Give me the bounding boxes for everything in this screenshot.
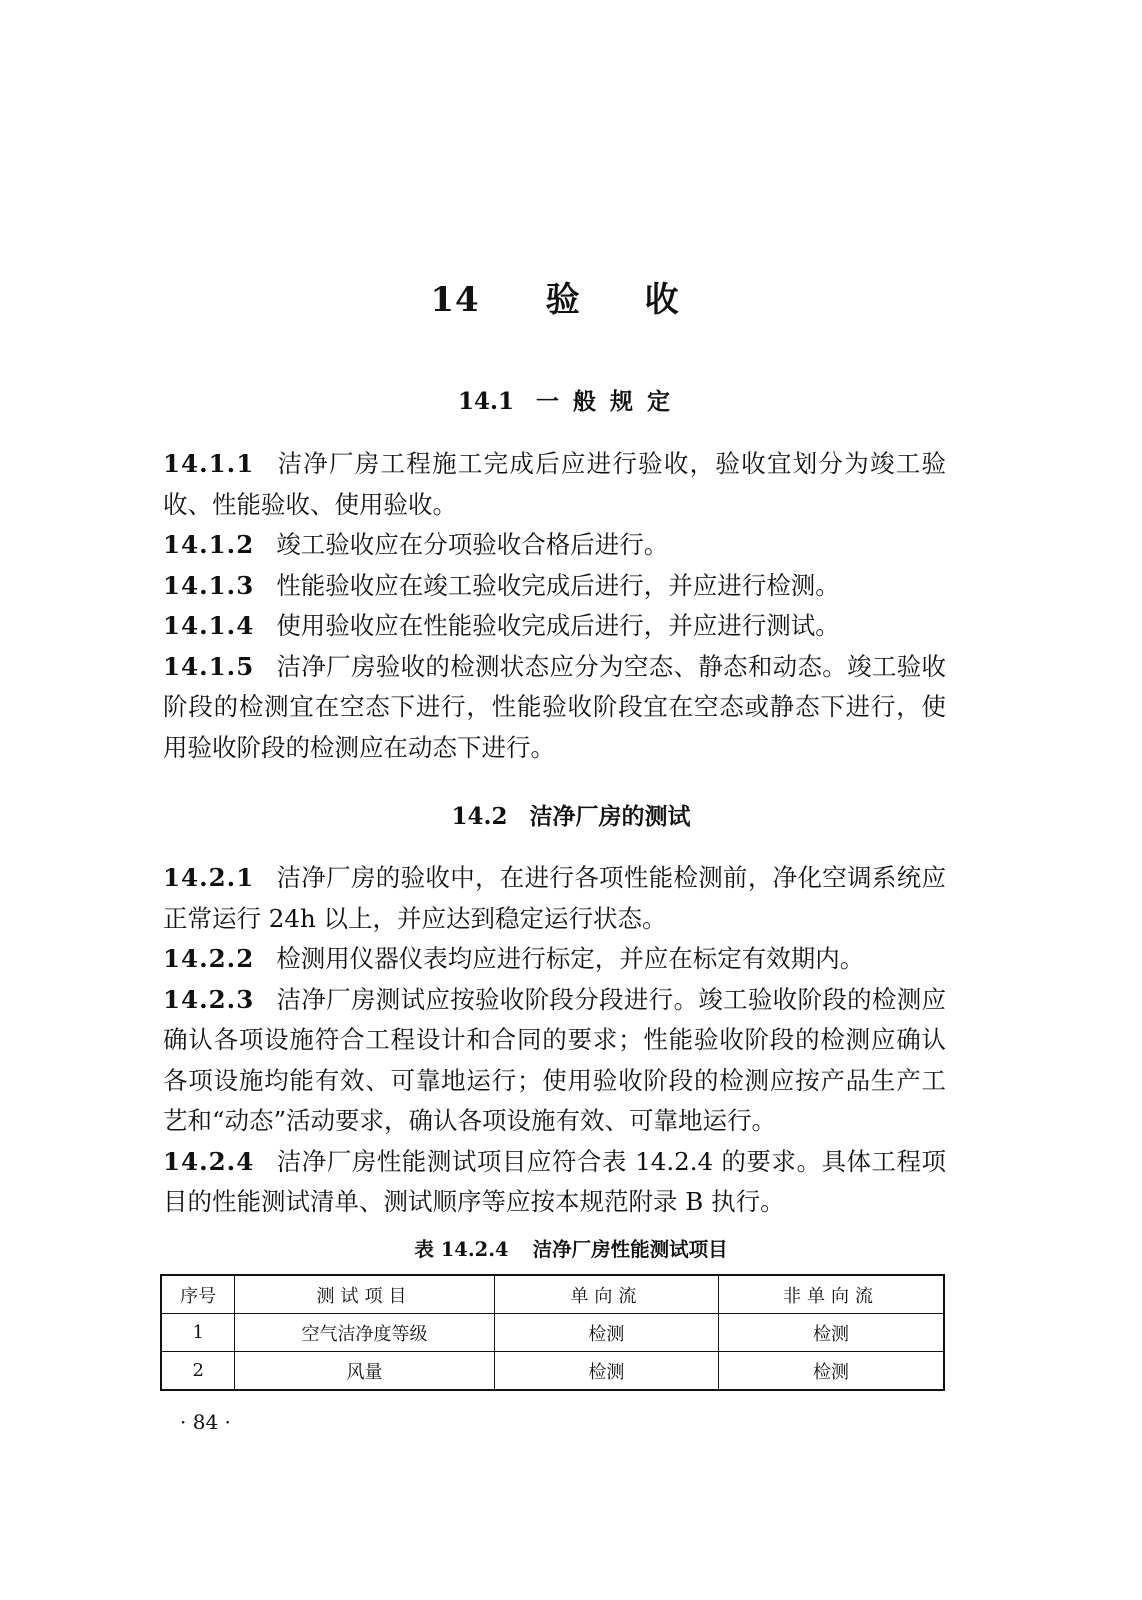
table-header-cell: 测试项目 — [235, 1275, 494, 1314]
table-cell: 检测 — [719, 1314, 944, 1352]
chapter-number: 14 — [430, 280, 480, 320]
clause-number: 14.1.1 — [163, 449, 255, 478]
section-title: 洁净厂房的测试 — [529, 803, 691, 830]
clause — [163, 647, 946, 769]
clause-text: 洁净厂房工程施工完成后应进行验收，验收宜划分为竣工验收、性能验收、使用验收。 — [163, 449, 946, 519]
clause — [163, 980, 946, 1142]
clause-text: 洁净厂房验收的检测状态应分为空态、静态和动态。竣工验收阶段的检测宜在空态下进行，性能验收阶段宜在空态或静态下进行，使用验收阶段的检测应在动态下进行。 — [163, 651, 946, 762]
section-body — [163, 858, 946, 1223]
chapter-title-char: 收 — [644, 280, 680, 320]
clause-number: 14.1.2 — [163, 530, 255, 559]
performance-test-table — [160, 1274, 945, 1391]
chapter-title-char: 验 — [545, 280, 581, 320]
clause-number: 14.2.3 — [163, 984, 255, 1014]
section-number: 14.2 — [451, 803, 508, 830]
clause-number: 14.2.2 — [163, 944, 255, 973]
table-header-cell: 非单向流 — [719, 1275, 944, 1314]
table-cell: 检测 — [719, 1352, 944, 1391]
clause-number: 14.1.3 — [163, 570, 255, 600]
clause-text: 性能验收应在竣工验收完成后进行，并应进行检测。 — [276, 570, 840, 600]
table-cell: 检测 — [494, 1352, 718, 1391]
table-row — [161, 1314, 944, 1352]
clause — [163, 444, 946, 525]
table-number: 表 14.2.4 — [414, 1238, 509, 1261]
clause — [163, 1142, 946, 1223]
table-row — [161, 1352, 944, 1391]
clause-number: 14.1.5 — [163, 651, 255, 681]
clause-text: 洁净厂房测试应按验收阶段分段进行。竣工验收阶段的检测应确认各项设施符合工程设计和合同的要求；性能验收阶段的检测应确认各项设施均能有效、可靠地运行；使用验收阶段的检测应按产品生产工艺和“动态”活动要求，确认各项设施有效、可靠地运行。 — [163, 984, 946, 1135]
table-header-row — [161, 1275, 944, 1314]
clause-text: 洁净厂房的验收中，在进行各项性能检测前，净化空调系统应正常运行 24h 以上，并应达到稳定运行状态。 — [163, 863, 946, 933]
clause-text: 洁净厂房性能测试项目应符合表 14.2.4 的要求。具体工程项目的性能测试清单、测试顺序等应按本规范附录 B 执行。 — [163, 1146, 946, 1216]
clause — [163, 939, 946, 980]
table-cell: 检测 — [494, 1314, 718, 1352]
section-heading — [0, 383, 1142, 416]
section-title: 一般规定 — [536, 388, 685, 415]
table-cell: 2 — [161, 1352, 235, 1391]
table-cell: 1 — [161, 1314, 235, 1352]
table-caption — [0, 1234, 1142, 1262]
table-header-cell: 单向流 — [494, 1275, 718, 1314]
chapter-title — [0, 272, 1142, 321]
page-number: · 84 · — [180, 1410, 231, 1434]
table-cell: 空气洁净度等级 — [235, 1314, 494, 1352]
clause-number: 14.2.1 — [163, 863, 255, 892]
clause — [163, 606, 946, 647]
table-header-cell: 序号 — [161, 1275, 235, 1314]
clause-text: 使用验收应在性能验收完成后进行，并应进行测试。 — [276, 611, 840, 640]
clause — [163, 525, 946, 566]
section-number: 14.1 — [457, 388, 515, 415]
clause-number: 14.2.4 — [163, 1146, 255, 1176]
table-title: 洁净厂房性能测试项目 — [532, 1238, 728, 1261]
clause-number: 14.1.4 — [163, 611, 255, 640]
clause — [163, 566, 946, 607]
clause — [163, 858, 946, 939]
table-cell: 风量 — [235, 1352, 494, 1391]
section-heading — [0, 798, 1142, 831]
section-body — [163, 444, 946, 768]
clause-text: 检测用仪器仪表均应进行标定，并应在标定有效期内。 — [276, 944, 865, 973]
clause-text: 竣工验收应在分项验收合格后进行。 — [276, 530, 669, 559]
